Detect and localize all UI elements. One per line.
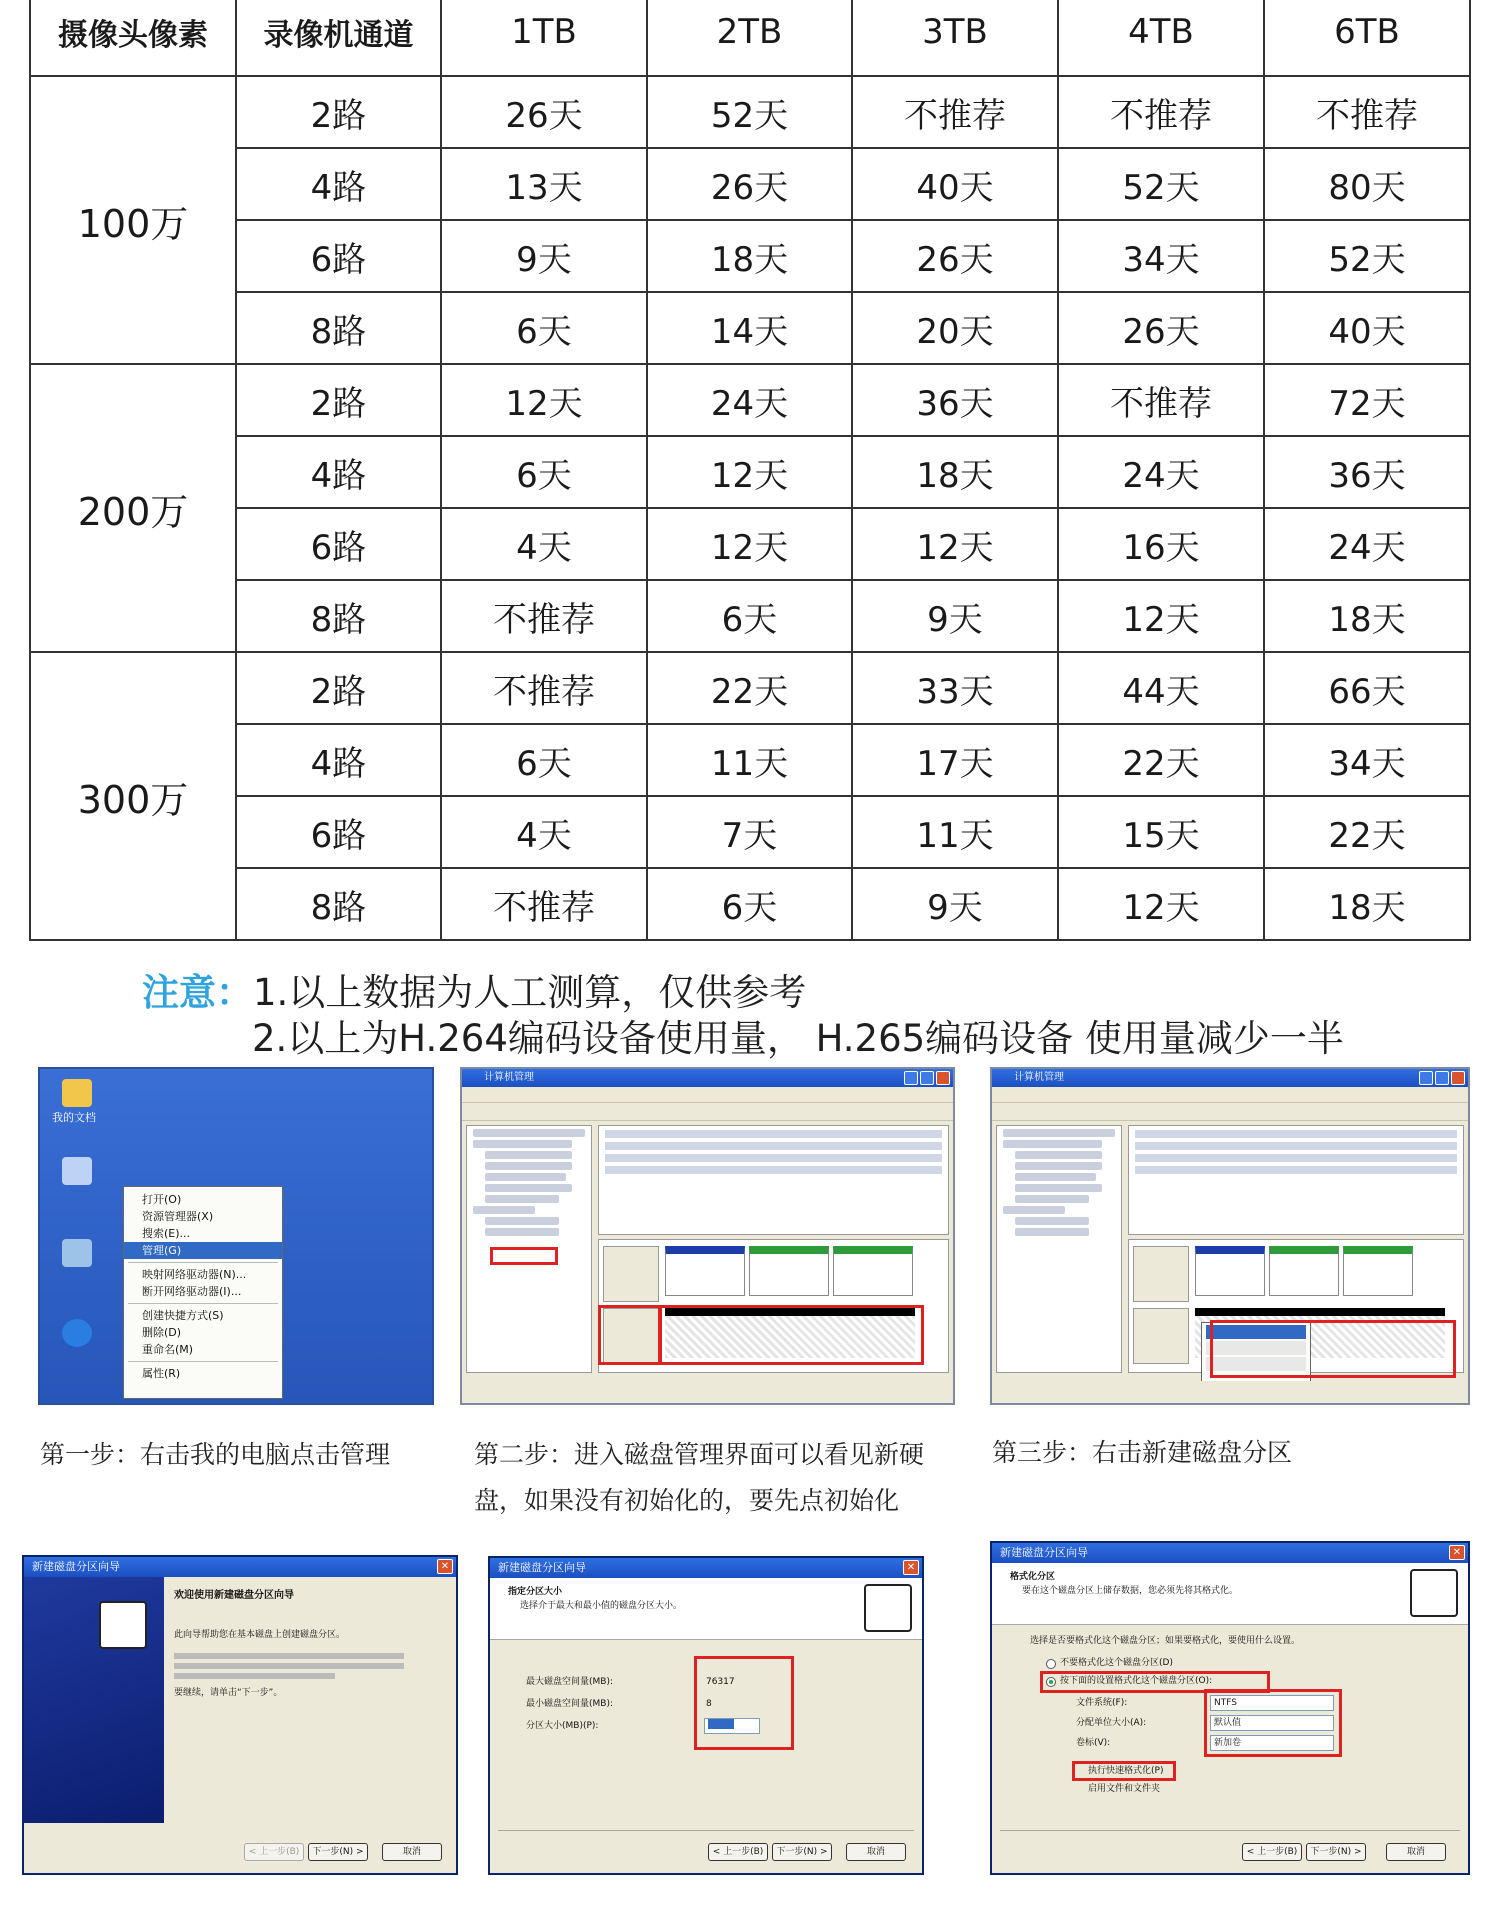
days-cell: 66天 bbox=[1264, 652, 1470, 724]
days-cell: 24天 bbox=[647, 364, 852, 436]
next-button[interactable]: 下一步(N) > bbox=[308, 1843, 368, 1861]
note-line-2 bbox=[252, 1008, 1344, 1062]
days-cell: 52天 bbox=[647, 76, 852, 148]
days-cell: 11天 bbox=[852, 796, 1058, 868]
days-cell: 12天 bbox=[441, 364, 647, 436]
wizard-format-dialog bbox=[990, 1541, 1470, 1875]
days-cell: 13天 bbox=[441, 148, 647, 220]
disk-wizard-icon bbox=[864, 1584, 912, 1632]
wizard-title: 新建磁盘分区向导 bbox=[24, 1557, 456, 1577]
days-cell: 33天 bbox=[852, 652, 1058, 724]
ie-icon bbox=[62, 1319, 92, 1347]
days-cell: 7天 bbox=[647, 796, 852, 868]
days-cell: 9天 bbox=[852, 580, 1058, 652]
pixel-cell: 300万 bbox=[30, 652, 236, 940]
unallocated-highlight bbox=[658, 1305, 924, 1365]
days-cell: 不推荐 bbox=[441, 652, 647, 724]
alloc-unit-select[interactable]: 默认值 bbox=[1210, 1715, 1334, 1731]
days-cell: 9天 bbox=[852, 868, 1058, 940]
partition-d bbox=[749, 1246, 829, 1296]
size-highlight bbox=[694, 1656, 794, 1750]
partition-c bbox=[665, 1246, 745, 1296]
table-row bbox=[30, 796, 1470, 868]
partition-c bbox=[1195, 1246, 1265, 1296]
table-row bbox=[30, 652, 1470, 724]
days-cell: 6天 bbox=[647, 580, 852, 652]
days-cell: 40天 bbox=[1264, 292, 1470, 364]
cancel-button[interactable]: 取消 bbox=[382, 1843, 442, 1861]
close-icon: ✕ bbox=[437, 1559, 453, 1574]
volume-label-input[interactable]: 新加卷 bbox=[1210, 1735, 1334, 1751]
header-6tb: 6TB bbox=[1264, 0, 1470, 76]
days-cell: 36天 bbox=[1264, 436, 1470, 508]
note-text-2: 2.以上为H.264编码设备使用量， H.265编码设备 使用量减少一半 bbox=[252, 1017, 1344, 1060]
context-menu-item[interactable]: 创建快捷方式(S) bbox=[142, 1309, 224, 1322]
context-menu-item[interactable]: 管理(G) bbox=[124, 1242, 282, 1259]
days-cell: 26天 bbox=[852, 220, 1058, 292]
table-header-row bbox=[30, 0, 1470, 76]
days-cell: 34天 bbox=[1058, 220, 1264, 292]
max-size-label: 最大磁盘空间量(MB): bbox=[526, 1677, 613, 1687]
wizard-text-1: 此向导帮助您在基本磁盘上创建磁盘分区。 bbox=[174, 1630, 346, 1640]
table-row bbox=[30, 76, 1470, 148]
context-menu-item[interactable]: 映射网络驱动器(N)... bbox=[142, 1268, 247, 1281]
note-text-1: 1.以上数据为人工测算，仅供参考 bbox=[253, 971, 807, 1014]
minimize-icon bbox=[904, 1071, 918, 1085]
days-cell: 72天 bbox=[1264, 364, 1470, 436]
wizard-title: 新建磁盘分区向导 bbox=[992, 1543, 1468, 1563]
close-icon: ✕ bbox=[1449, 1545, 1465, 1560]
max-size-value: 76317 bbox=[706, 1677, 735, 1687]
header-1tb: 1TB bbox=[441, 0, 647, 76]
days-cell: 不推荐 bbox=[441, 868, 647, 940]
back-button[interactable]: < 上一步(B) bbox=[244, 1843, 304, 1861]
table-row bbox=[30, 436, 1470, 508]
window-title: 计算机管理 bbox=[462, 1069, 953, 1087]
table-row bbox=[30, 220, 1470, 292]
partition-size-label: 分区大小(MB)(P): bbox=[526, 1721, 599, 1731]
no-format-label: 不要格式化这个磁盘分区(D) bbox=[1060, 1658, 1173, 1668]
format-label: 按下面的设置格式化这个磁盘分区(O): bbox=[1060, 1676, 1213, 1686]
header-2tb: 2TB bbox=[647, 0, 852, 76]
days-cell: 4天 bbox=[441, 508, 647, 580]
table-row bbox=[30, 292, 1470, 364]
days-cell: 不推荐 bbox=[1058, 364, 1264, 436]
my-documents-label: 我的文档 bbox=[52, 1111, 96, 1124]
days-cell: 44天 bbox=[1058, 652, 1264, 724]
channels-cell: 6路 bbox=[236, 508, 441, 580]
days-cell: 52天 bbox=[1058, 148, 1264, 220]
compression-label: 启用文件和文件夹 bbox=[1088, 1784, 1161, 1794]
toolbar bbox=[462, 1103, 953, 1121]
days-cell: 36天 bbox=[852, 364, 1058, 436]
days-cell: 不推荐 bbox=[852, 76, 1058, 148]
quick-format-highlight bbox=[1072, 1761, 1176, 1781]
days-cell: 34天 bbox=[1264, 724, 1470, 796]
pixel-cell: 100万 bbox=[30, 76, 236, 364]
context-menu-item[interactable]: 删除(D) bbox=[142, 1326, 182, 1339]
days-cell: 18天 bbox=[852, 436, 1058, 508]
channels-cell: 8路 bbox=[236, 580, 441, 652]
note-label: 注意： bbox=[142, 971, 253, 1014]
days-cell: 14天 bbox=[647, 292, 852, 364]
days-cell: 9天 bbox=[441, 220, 647, 292]
legend-bar-2 bbox=[1128, 1381, 1464, 1395]
wizard-heading: 格式化分区 bbox=[1010, 1572, 1056, 1582]
context-menu bbox=[123, 1186, 283, 1399]
next-button[interactable]: 下一步(N) > bbox=[1306, 1843, 1366, 1861]
days-cell: 22天 bbox=[647, 652, 852, 724]
context-menu-item[interactable]: 资源管理器(X) bbox=[142, 1210, 214, 1223]
header-4tb: 4TB bbox=[1058, 0, 1264, 76]
maximize-icon bbox=[1435, 1071, 1449, 1085]
next-button[interactable]: 下一步(N) > bbox=[772, 1843, 832, 1861]
cancel-button[interactable]: 取消 bbox=[846, 1843, 906, 1861]
channels-cell: 2路 bbox=[236, 364, 441, 436]
channels-cell: 8路 bbox=[236, 868, 441, 940]
cancel-button[interactable]: 取消 bbox=[1386, 1843, 1446, 1861]
close-icon: ✕ bbox=[903, 1560, 919, 1575]
table-row bbox=[30, 148, 1470, 220]
table-row bbox=[30, 868, 1470, 940]
disk-wizard-icon bbox=[99, 1601, 147, 1649]
format-settings-highlight bbox=[1204, 1689, 1342, 1757]
days-cell: 12天 bbox=[1058, 580, 1264, 652]
wizard-header bbox=[992, 1563, 1468, 1625]
days-cell: 不推荐 bbox=[1264, 76, 1470, 148]
toolbar-2 bbox=[992, 1103, 1468, 1121]
days-cell: 4天 bbox=[441, 796, 647, 868]
days-cell: 40天 bbox=[852, 148, 1058, 220]
days-cell: 不推荐 bbox=[441, 580, 647, 652]
partition-e bbox=[833, 1246, 913, 1296]
days-cell: 6天 bbox=[441, 436, 647, 508]
window-title-2: 计算机管理 bbox=[992, 1069, 1468, 1087]
days-cell: 26天 bbox=[647, 148, 852, 220]
table-row bbox=[30, 364, 1470, 436]
table-row bbox=[30, 724, 1470, 796]
wizard-text-2 bbox=[174, 1649, 404, 1683]
header-pixel: 摄像头像素 bbox=[30, 0, 236, 76]
filesystem-label: 文件系统(F): bbox=[1076, 1698, 1128, 1708]
days-cell: 12天 bbox=[1058, 868, 1264, 940]
my-documents-icon bbox=[62, 1079, 92, 1107]
days-cell: 18天 bbox=[647, 220, 852, 292]
filesystem-select[interactable]: NTFS bbox=[1210, 1695, 1334, 1711]
context-menu-item[interactable]: 断开网络驱动器(I)... bbox=[142, 1285, 242, 1298]
menu-bar-2 bbox=[992, 1087, 1468, 1103]
computer-management-screenshot bbox=[460, 1067, 955, 1405]
days-cell: 不推荐 bbox=[1058, 76, 1264, 148]
wizard-text-3: 要继续，请单击“下一步”。 bbox=[174, 1688, 283, 1698]
channels-cell: 2路 bbox=[236, 76, 441, 148]
days-cell: 18天 bbox=[1264, 580, 1470, 652]
disk-1-label bbox=[1133, 1308, 1189, 1364]
tree-panel-2 bbox=[996, 1125, 1122, 1373]
context-menu-item[interactable]: 打开(O) bbox=[142, 1193, 182, 1206]
format-question: 选择是否要格式化这个磁盘分区；如果要格式化，要使用什么设置。 bbox=[1030, 1636, 1301, 1646]
channels-cell: 4路 bbox=[236, 724, 441, 796]
days-cell: 12天 bbox=[647, 508, 852, 580]
days-cell: 12天 bbox=[852, 508, 1058, 580]
partition-e bbox=[1343, 1246, 1413, 1296]
min-size-label: 最小磁盘空间量(MB): bbox=[526, 1699, 613, 1709]
step-3-caption: 第三步：右击新建磁盘分区 bbox=[992, 1438, 1293, 1467]
volume-list bbox=[598, 1125, 949, 1235]
days-cell: 16天 bbox=[1058, 508, 1264, 580]
wizard-header bbox=[490, 1578, 922, 1640]
days-cell: 80天 bbox=[1264, 148, 1470, 220]
days-cell: 17天 bbox=[852, 724, 1058, 796]
channels-cell: 6路 bbox=[236, 796, 441, 868]
days-cell: 6天 bbox=[441, 724, 647, 796]
header-channels: 录像机通道 bbox=[236, 0, 441, 76]
no-format-radio[interactable] bbox=[1046, 1659, 1056, 1669]
wizard-subheading: 要在这个磁盘分区上储存数据，您必须先将其格式化。 bbox=[1022, 1586, 1239, 1596]
new-partition-screenshot bbox=[990, 1067, 1470, 1405]
wizard-size-dialog bbox=[488, 1556, 924, 1875]
context-menu-item[interactable]: 重命名(M) bbox=[142, 1343, 194, 1356]
days-cell: 18天 bbox=[1264, 868, 1470, 940]
my-computer-icon bbox=[62, 1157, 92, 1185]
days-cell: 52天 bbox=[1264, 220, 1470, 292]
channels-cell: 4路 bbox=[236, 436, 441, 508]
days-cell: 6天 bbox=[647, 868, 852, 940]
days-cell: 12天 bbox=[647, 436, 852, 508]
desktop-screenshot bbox=[38, 1067, 434, 1405]
header-3tb: 3TB bbox=[852, 0, 1058, 76]
days-cell: 24天 bbox=[1058, 436, 1264, 508]
quick-format-label: 执行快速格式化(P) bbox=[1088, 1766, 1164, 1776]
wizard-welcome-dialog bbox=[22, 1555, 458, 1875]
table-row bbox=[30, 508, 1470, 580]
unallocated-highlight-2 bbox=[1210, 1320, 1456, 1378]
wizard-subheading: 选择介于最大和最小值的磁盘分区大小。 bbox=[520, 1601, 683, 1611]
context-menu-item[interactable]: 搜索(E)... bbox=[142, 1227, 191, 1240]
close-icon bbox=[1451, 1071, 1465, 1085]
channels-cell: 2路 bbox=[236, 652, 441, 724]
network-icon bbox=[62, 1239, 92, 1267]
back-button[interactable]: < 上一步(B) bbox=[1242, 1843, 1302, 1861]
days-cell: 11天 bbox=[647, 724, 852, 796]
table-row bbox=[30, 580, 1470, 652]
days-cell: 26天 bbox=[441, 76, 647, 148]
pixel-cell: 200万 bbox=[30, 364, 236, 652]
days-cell: 22天 bbox=[1058, 724, 1264, 796]
minimize-icon bbox=[1419, 1071, 1433, 1085]
days-cell: 26天 bbox=[1058, 292, 1264, 364]
volume-label-label: 卷标(V): bbox=[1076, 1738, 1111, 1748]
wizard-title: 新建磁盘分区向导 bbox=[490, 1558, 922, 1578]
partition-d bbox=[1269, 1246, 1339, 1296]
step-2-caption: 第二步：进入磁盘管理界面可以看见新硬盘，如果没有初始化的，要先点初始化 bbox=[474, 1440, 925, 1515]
maximize-icon bbox=[920, 1071, 934, 1085]
step-1-caption: 第一步：右击我的电脑点击管理 bbox=[40, 1440, 391, 1469]
disk-0-label bbox=[1133, 1246, 1189, 1302]
days-cell: 22天 bbox=[1264, 796, 1470, 868]
wizard-heading: 欢迎使用新建磁盘分区向导 bbox=[174, 1590, 294, 1601]
storage-days-table bbox=[29, 0, 1471, 941]
new-disk-highlight bbox=[598, 1305, 662, 1365]
menu-bar bbox=[462, 1087, 953, 1103]
channels-cell: 8路 bbox=[236, 292, 441, 364]
legend-bar bbox=[598, 1381, 949, 1395]
days-cell: 20天 bbox=[852, 292, 1058, 364]
back-button[interactable]: < 上一步(B) bbox=[708, 1843, 768, 1861]
disk-wizard-icon bbox=[1410, 1569, 1458, 1617]
alloc-unit-label: 分配单位大小(A): bbox=[1076, 1718, 1147, 1728]
wizard-heading: 指定分区大小 bbox=[508, 1587, 563, 1597]
volume-list-2 bbox=[1128, 1125, 1464, 1235]
close-icon bbox=[936, 1071, 950, 1085]
channels-cell: 6路 bbox=[236, 220, 441, 292]
min-size-value: 8 bbox=[706, 1699, 712, 1709]
days-cell: 15天 bbox=[1058, 796, 1264, 868]
days-cell: 24天 bbox=[1264, 508, 1470, 580]
channels-cell: 4路 bbox=[236, 148, 441, 220]
days-cell: 6天 bbox=[441, 292, 647, 364]
context-menu-item[interactable]: 属性(R) bbox=[142, 1367, 181, 1380]
disk-management-highlight bbox=[490, 1247, 558, 1265]
disk-0-label bbox=[603, 1246, 659, 1302]
